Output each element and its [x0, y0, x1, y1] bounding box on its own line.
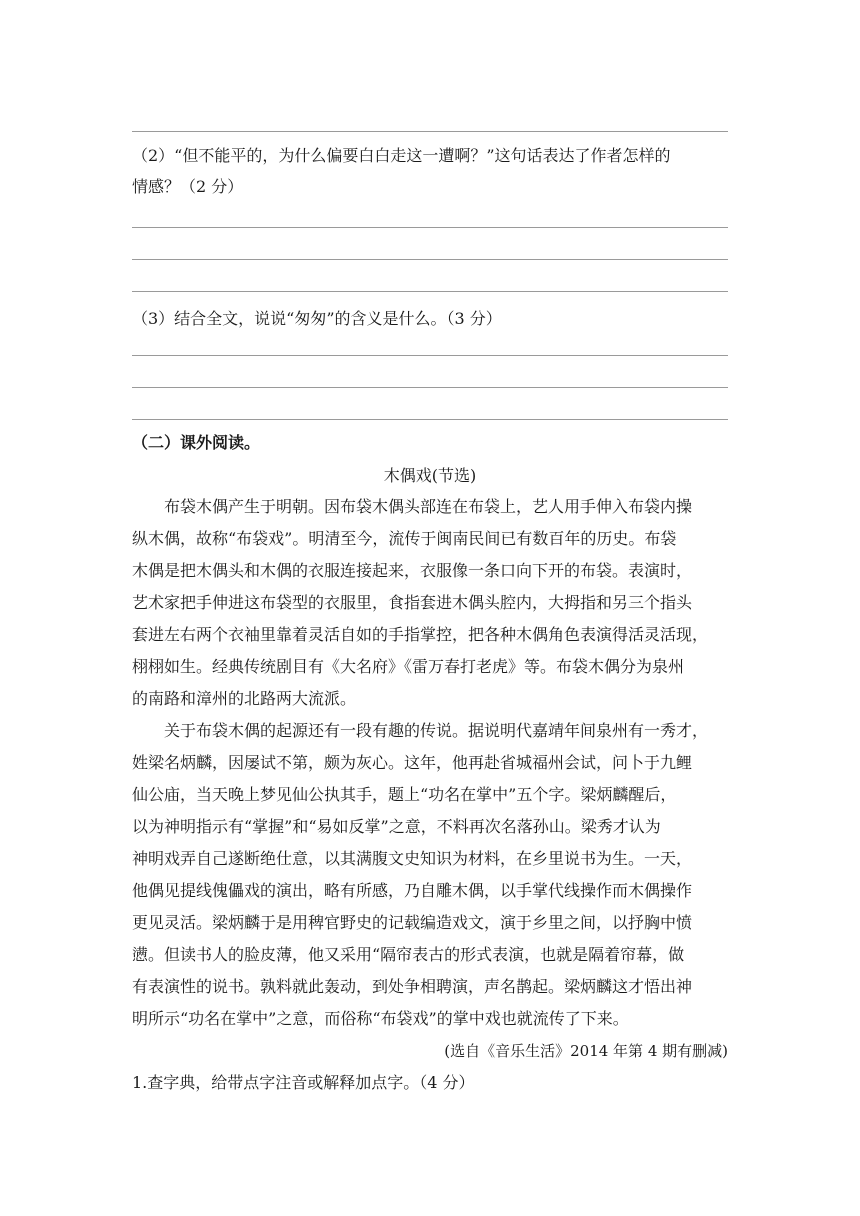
answer-line — [132, 387, 728, 388]
answer-line — [132, 259, 728, 260]
passage-line: 关于布袋木偶的起源还有一段有趣的传说。据说明代嘉靖年间泉州有一秀才， — [164, 721, 709, 740]
passage-line: 懑。但读书人的脸皮薄，他又采用“隔帘表古的形式表演，也就是隔着帘幕，做 — [132, 945, 685, 964]
question-3-line-1: （3）结合全文，说说“匆匆”的含义是什么。（3 分） — [132, 309, 502, 328]
passage-line: 艺术家把手伸进这布袋型的衣服里，食指套进木偶头腔内，大拇指和另三个指头 — [132, 593, 693, 612]
section-heading: （二）课外阅读。 — [132, 433, 261, 452]
passage-line: 以为神明指示有“掌握”和“易如反掌”之意，不料再次名落孙山。梁秀才认为 — [132, 817, 661, 836]
passage-line: 神明戏弄自己遂断绝仕意，以其满腹文史知识为材料，在乡里说书为生。一天， — [132, 849, 693, 868]
answer-line — [132, 227, 728, 228]
passage-line: 套进左右两个衣袖里靠着灵活自如的手指掌控，把各种木偶角色表演得活灵活现， — [132, 625, 709, 644]
answer-line — [132, 291, 728, 292]
answer-line — [132, 355, 728, 356]
passage-line: 纵木偶，故称“布袋戏”。明清至今，流传于闽南民间已有数百年的历史。布袋 — [132, 529, 677, 548]
passage-line: 明所示“功名在掌中”之意，而俗称“布袋戏”的掌中戏也就流传了下来。 — [132, 1009, 629, 1028]
passage-line: 更见灵活。梁炳麟于是用稗官野史的记载编造戏文，演于乡里之间，以抒胸中愤 — [132, 913, 693, 932]
question-1: 1.查字典，给带点字注音或解释加点字。（4 分） — [132, 1073, 475, 1092]
passage-line: 的南路和漳州的北路两大流派。 — [132, 689, 357, 708]
question-2-line-1: （2）“但不能平的，为什么偏要白白走这一遭啊？”这句话表达了作者怎样的 — [132, 146, 671, 165]
passage-line: 他偶见提线傀儡戏的演出，略有所感，乃自雕木偶，以手掌代线操作而木偶操作 — [132, 881, 693, 900]
passage-source: (选自《音乐生活》2014 年第 4 期有删减) — [444, 1042, 728, 1060]
passage-line: 有表演性的说书。孰料就此轰动，到处争相聘演，声名鹊起。梁炳麟这才悟出神 — [132, 977, 693, 996]
passage-line: 姓梁名炳麟，因屡试不第，颇为灰心。这年，他再赴省城福州会试，问卜于九鲤 — [132, 753, 693, 772]
question-2-line-2: 情感？（2 分） — [132, 177, 244, 196]
answer-line — [132, 131, 728, 132]
passage-line: 仙公庙，当天晚上梦见仙公执其手，题上“功名在掌中”五个字。梁炳麟醒后， — [132, 785, 677, 804]
answer-line — [132, 419, 728, 420]
passage-line: 布袋木偶产生于明朝。因布袋木偶头部连在布袋上，艺人用手伸入布袋内操 — [164, 497, 693, 516]
passage-title: 木偶戏(节选) — [383, 466, 477, 485]
passage-line: 木偶是把木偶头和木偶的衣服连接起来，衣服像一条口向下开的布袋。表演时， — [132, 561, 693, 580]
passage-line: 栩栩如生。经典传统剧目有《大名府》《雷万春打老虎》等。布袋木偶分为泉州 — [132, 657, 685, 676]
